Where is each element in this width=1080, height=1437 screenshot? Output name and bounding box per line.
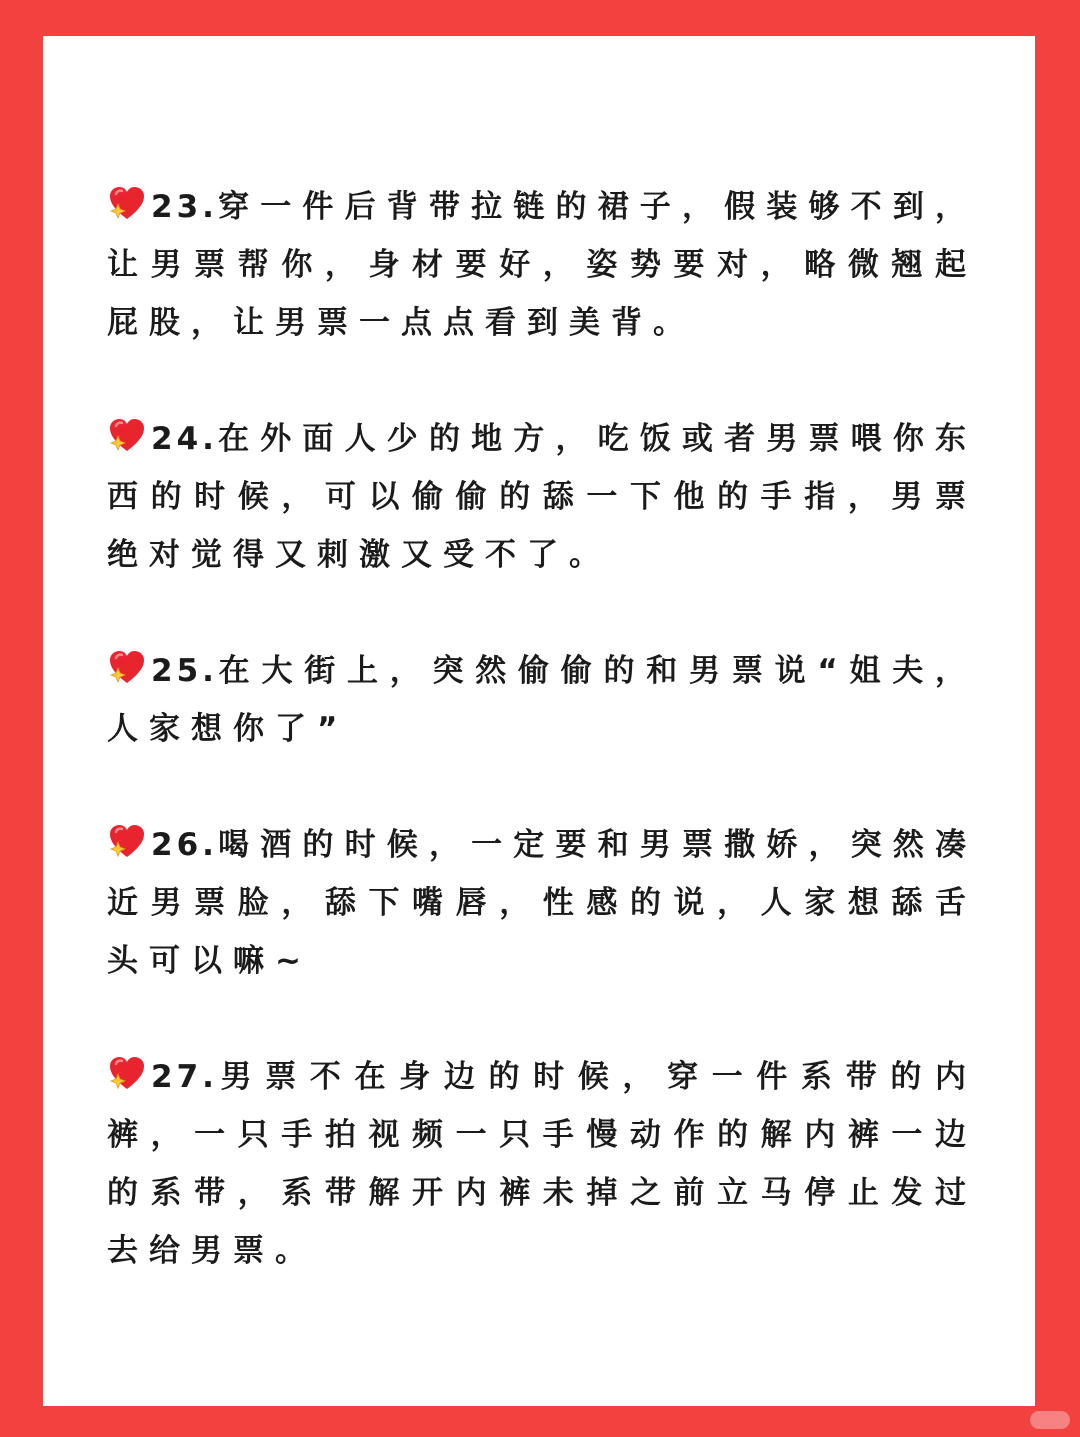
tip-text: 在外面人少的地方，吃饭或者男票喂你东西的时候，可以偷偷的舔一下他的手指，男票绝对觉得又刺激又受不了。 xyxy=(107,421,977,573)
tip-text: 穿一件后背带拉链的裙子，假装够不到，让男票帮你，身材要好，姿势要对，略微翘起屁股，让男票一点点看到美背。 xyxy=(107,189,977,341)
tip-number: 25. xyxy=(151,653,218,689)
tip-number: 24. xyxy=(151,421,218,457)
tip-number: 23. xyxy=(151,189,218,225)
sparkling-heart-icon xyxy=(107,184,147,224)
sparkling-heart-icon xyxy=(107,648,147,688)
tip-item-23 xyxy=(107,178,977,352)
tip-item-24 xyxy=(107,410,977,584)
tip-text: 喝酒的时候，一定要和男票撒娇，突然凑近男票脸，舔下嘴唇，性感的说，人家想舔舌头可以嘛~ xyxy=(107,827,977,979)
sparkling-heart-icon xyxy=(107,822,147,862)
tip-number: 27. xyxy=(151,1059,218,1095)
tip-text: 在大街上，突然偷偷的和男票说“姐夫，人家想你了” xyxy=(107,653,977,747)
content-card xyxy=(43,36,1035,1406)
tip-item-27 xyxy=(107,1048,977,1280)
tip-number: 26. xyxy=(151,827,218,863)
sparkling-heart-icon xyxy=(107,1054,147,1094)
sparkling-heart-icon xyxy=(107,416,147,456)
tip-item-26 xyxy=(107,816,977,990)
tip-text: 男票不在身边的时候，穿一件系带的内裤，一只手拍视频一只手慢动作的解内裤一边的系带，系带解开内裤未掉之前立马停止发过去给男票。 xyxy=(107,1059,977,1269)
tip-item-25 xyxy=(107,642,977,758)
corner-watermark xyxy=(1030,1411,1070,1429)
